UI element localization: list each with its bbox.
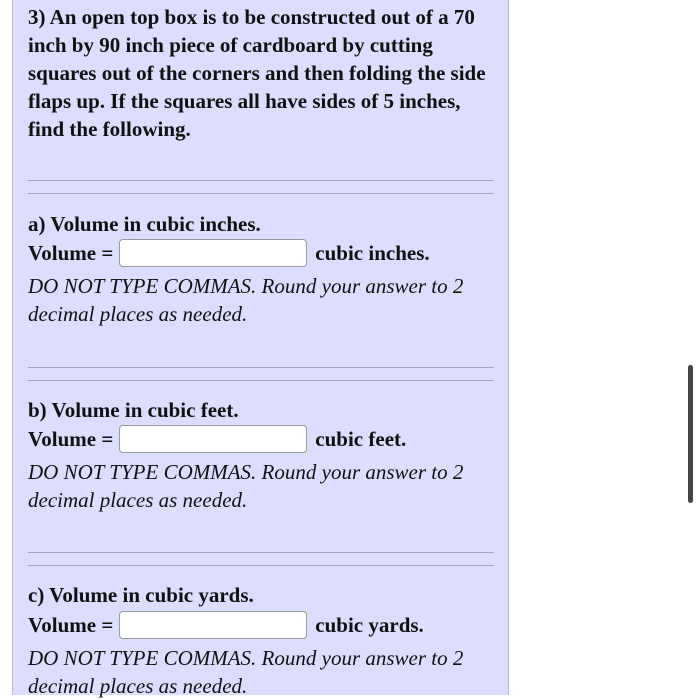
part-b-unit: cubic feet.	[315, 426, 407, 451]
part-a-note: DO NOT TYPE COMMAS. Round your answer to 2 decimal places as needed.	[28, 274, 464, 326]
volume-cubic-feet-input[interactable]	[119, 425, 307, 453]
divider	[28, 367, 494, 381]
part-b-field-label: Volume =	[28, 426, 114, 451]
divider	[28, 180, 494, 194]
volume-cubic-yards-input[interactable]	[119, 611, 307, 639]
divider	[28, 552, 494, 566]
part-b-answer-row	[28, 423, 406, 455]
part-a-answer-row	[28, 237, 430, 269]
part-a-title: a) Volume in cubic inches.	[28, 212, 261, 236]
part-b-note: DO NOT TYPE COMMAS. Round your answer to 2 decimal places as needed.	[28, 460, 464, 512]
part-c-answer-row	[28, 609, 424, 641]
volume-cubic-inches-input[interactable]	[119, 239, 307, 267]
question-text: 3) An open top box is to be constructed out of a 70 inch by 90 inch piece of cardboard by cutting squares out of the corners and then folding the side flaps up. If the squares all have sides of 5 inches, find the following.	[28, 5, 486, 141]
scrollbar-thumb[interactable]	[688, 365, 693, 503]
part-a-field-label: Volume =	[28, 240, 114, 265]
part-c-note: DO NOT TYPE COMMAS. Round your answer to 2 decimal places as needed.	[28, 646, 464, 698]
part-a-unit: cubic inches.	[315, 240, 430, 265]
part-c-field-label: Volume =	[28, 612, 114, 637]
part-c-title: c) Volume in cubic yards.	[28, 583, 254, 607]
question-panel	[12, 0, 509, 698]
part-c-unit: cubic yards.	[315, 612, 424, 637]
part-b-title: b) Volume in cubic feet.	[28, 398, 239, 422]
